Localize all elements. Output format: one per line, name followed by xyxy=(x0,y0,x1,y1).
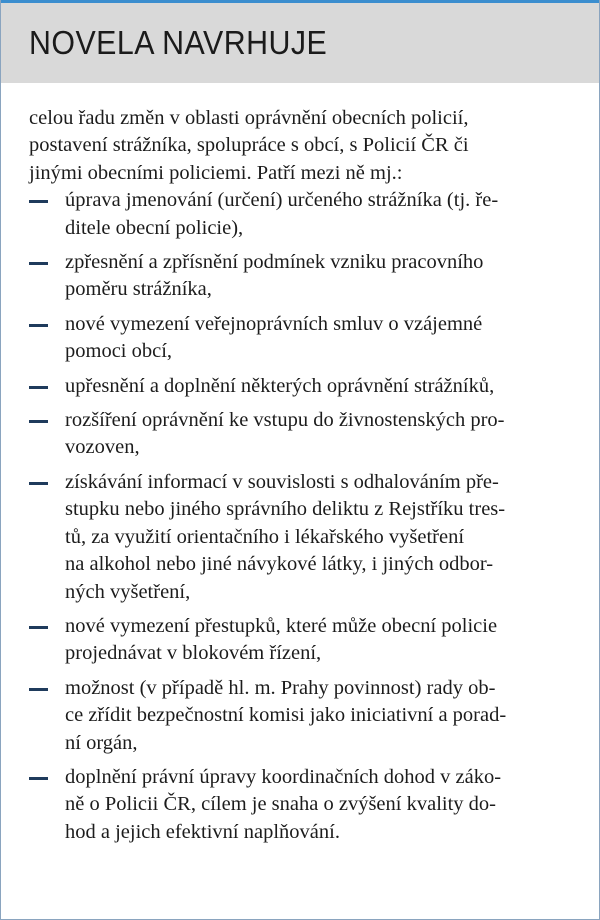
dash-bullet-icon xyxy=(29,482,48,485)
item-line: ných vyšetření, xyxy=(65,580,191,603)
dash-bullet-icon xyxy=(29,324,48,327)
intro-line: jinými obecními policiemi. Patří mezi ně mj.: xyxy=(29,161,403,184)
item-line: rozšíření oprávnění ke vstupu do živnostenských pro- xyxy=(65,409,505,432)
box-title: NOVELA NAVRHUJE xyxy=(29,24,328,61)
list-item xyxy=(29,613,573,668)
intro-line: celou řadu změn v oblasti oprávnění obecních policií, xyxy=(29,107,469,129)
dash-bullet-icon xyxy=(29,626,48,629)
item-line: ditele obecní policie), xyxy=(65,216,244,239)
item-line: projednávat v blokovém řízení, xyxy=(65,642,322,665)
dash-bullet-icon xyxy=(29,200,48,203)
list-item xyxy=(29,469,573,606)
item-line: nové vymezení veřejnoprávních smluv o vzájemné xyxy=(65,312,483,335)
proposal-list xyxy=(29,187,573,846)
item-line: ně o Policii ČR, cílem je snaha o zvýšení kvality do- xyxy=(65,793,496,816)
item-line: stupku nebo jiného správního deliktu z Rejstříku tres- xyxy=(65,498,506,521)
item-line: doplnění právní úpravy koordinačních dohod v záko- xyxy=(65,765,502,788)
item-line: nové vymezení přestupků, které může obecní policie xyxy=(65,614,498,637)
list-item xyxy=(29,311,573,366)
item-line: vozoven, xyxy=(65,436,140,459)
item-line: ce zřídit bezpečnostní komisi jako iniciativní a porad- xyxy=(65,704,507,727)
dash-bullet-icon xyxy=(29,262,48,265)
item-line: hod a jejich efektivní naplňování. xyxy=(65,820,340,843)
list-item xyxy=(29,407,573,462)
intro-line: postavení strážníka, spolupráce s obcí, s Policií ČR či xyxy=(29,134,469,157)
item-line: úprava jmenování (určení) určeného strážníka (tj. ře- xyxy=(65,189,499,212)
item-line: možnost (v případě hl. m. Prahy povinnost) rady ob- xyxy=(65,676,496,699)
dash-bullet-icon xyxy=(29,688,48,691)
item-line: poměru strážníka, xyxy=(65,278,212,301)
box-header xyxy=(1,3,599,83)
list-item xyxy=(29,764,573,846)
dash-bullet-icon xyxy=(29,420,48,423)
item-line: ní orgán, xyxy=(65,731,138,754)
dash-bullet-icon xyxy=(29,386,48,389)
intro-paragraph xyxy=(29,105,573,187)
item-line: upřesnění a doplnění některých oprávnění strážníků, xyxy=(65,374,495,397)
dash-bullet-icon xyxy=(29,777,48,780)
box-content xyxy=(1,83,599,846)
item-line: zpřesnění a zpřísnění podmínek vzniku pracovního xyxy=(65,251,484,274)
list-item xyxy=(29,675,573,757)
item-line: získávání informací v souvislosti s odhalováním pře- xyxy=(65,470,499,493)
item-line: tů, za využití orientačního i lékařského vyšetření xyxy=(65,525,465,548)
item-line: na alkohol nebo jiné návykové látky, i jiných odbor- xyxy=(65,553,494,576)
list-item xyxy=(29,187,573,242)
item-line: pomoci obcí, xyxy=(65,340,173,363)
list-item xyxy=(29,249,573,304)
list-item xyxy=(29,373,573,400)
